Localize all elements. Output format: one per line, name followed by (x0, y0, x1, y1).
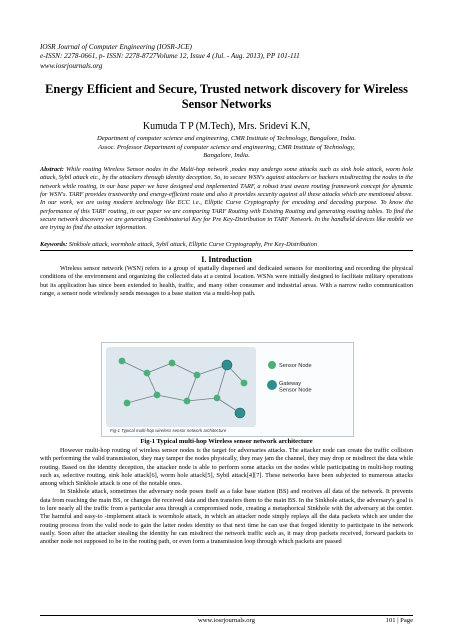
intro-paragraph: Wireless sensor network (WSN) refers to a group of spatially dispersed and dedicated sensors for monitoring and recording the physical conditions of the environment and organizing the collected data at a central location. WSNs were initially designed to facilitate military operations but its application has since been extended to health, traffic, and many other consumer and industrial areas. With a narrow radio communication range, a sensor node wirelessly sends messages to a base station via a multi-hop path. (40, 265, 413, 297)
affiliation-line: Department of computer science and engineering, CMR Institute of Technology, Bangalore, India. (96, 135, 356, 142)
legend-sensor-icon (268, 361, 276, 369)
legend-gateway-icon (267, 380, 277, 390)
abstract-label: Abstract: (40, 166, 64, 173)
paper-title: Energy Efficient and Secure, Trusted network discovery for Wireless Sensor Networks (45, 82, 408, 111)
legend-gateway-line: Sensor Node (279, 387, 312, 394)
keywords (40, 241, 413, 248)
paper-authors: Kumuda T P (M.Tech), Mrs. Sridevi K.N, (142, 121, 311, 132)
abstract-text: While routing Wireless Sensor nodes in the Multi-hop network ,nodes may undergo some attacks such as sink hole attack, worm hole attack, Sybil attack etc., by the attackers through identity deception. So, to secure WSN's against attackers or hackers misdirecting the nodes in the network while routing, in our base paper we have designed and implemented TARF, a robust trust aware routing framework concept for dynamic for WSN's. TARF provides trustworthy and energy-efficient route and also it provides security against all these attacks which are mentioned above. In our work, we are using modern technology like ECC i.e., Elliptic Curve Cryptography for encoding and decoding purpose. To know the performance of this TARF routing, in our paper we are comparing TARF Routing with Existing Routing and generating routing tables. To find the secure network discovery we are generating Combinatorial Key for Pre Key-Distribution in TARF Network. In the handheld devices like mobile we are trying to find the attacker information. (40, 166, 414, 232)
sensor-node-icon (144, 370, 151, 377)
footer-url: www.iosrjournals.org (198, 617, 255, 624)
keywords-text: Sinkhole attack, wormhole attack, Sybil attack, Elliptic Curve Cryptography, Pre Key-Distribution (68, 241, 317, 248)
sensor-node-icon (124, 400, 131, 407)
body-text (40, 447, 413, 547)
journal-site: www.iosrjournals.org (40, 61, 103, 70)
sensor-node-icon (214, 395, 221, 402)
page-footer (40, 615, 413, 625)
affiliation-line: Assoc. Professor Department of computer science and engineering, CMR Institute of Technology, (98, 143, 355, 151)
figure-network-architecture (101, 342, 354, 437)
legend-sensor-label: Sensor Node (279, 363, 312, 369)
gateway-node-icon (222, 360, 232, 370)
affiliation-line: Bangalore, India. (203, 152, 250, 160)
section-divider (40, 250, 413, 251)
diagram-panel (106, 347, 256, 427)
journal-header (40, 43, 300, 71)
sensor-node-icon (241, 380, 248, 387)
legend-gateway-label (279, 381, 312, 394)
sensor-node-icon (184, 398, 191, 405)
sensor-node-icon (119, 358, 126, 365)
sensor-node-icon (169, 360, 176, 367)
body-paragraph: In Sinkhole attack, sometimes the adversary node poses itself as a fake base station (BS) and receives all data of the network. It prevents data from reaching the main BS, or changes the received data and then transfers them to the main BS. In the Sinkhole attack, the adversary's goal is to lure nearly all the traffic from a particular area through a compromised node, creating a metaphorical Sinkhole with the adversary at the center. The harmful and easy-to -implement attack is wormhole attack, in which an attacker node simply replays all the data packets which are under the routing process from the valid node to gain the latter nodes identity so that next time he can use that forged identity to participate in the network easily. Soon after the attacker stealing the identity he can misdirect the network traffic such as, it may drop packets received, forward packets to another node not supposed to be in the routing path, or even form a transmission loop through which packets are passed (40, 488, 413, 546)
affiliations (40, 135, 413, 161)
sensor-node-icon (154, 392, 161, 399)
sensor-node-icon (194, 372, 201, 379)
journal-issn: e-ISSN: 2278-0661, p- ISSN: 2278-8727Volume 12, Issue 4 (Jul. - Aug. 2013), PP 101-111 (40, 52, 300, 61)
figure-caption: Fig-1 Typical multi-hop Wireless sensor network architecture (140, 438, 313, 445)
gateway-node-icon (235, 408, 245, 418)
legend-gateway-line: Gateway (279, 381, 302, 387)
section-heading: I. Introduction (201, 255, 252, 264)
body-paragraph: However multi-hop routing of wireless sensor nodes is the target for adversaries attacks. The attacker node can create the traffic collision with performing the valid transmission, they may tamper the nodes physically, they may jam the channel, they may drop or misdirect the data while routing. Based on the identity deception, the attacker node is able to perform some attacks on the nodes while participating in multi-hop routing such as, selective routing, sink hole attack[6], worm hole attack[5], Sybil attack[4][7]. These networks have been subjected to numerous attacks among which Sinkhole attack is one of the notable ones. (40, 447, 413, 488)
abstract (40, 166, 413, 233)
network-diagram (102, 343, 353, 436)
keywords-label: Keywords: (40, 241, 68, 248)
figure-inner-caption: Fig-1 Typical multi-hop wireless sensor network architecture (110, 428, 227, 433)
journal-name: IOSR Journal of Computer Engineering (IOSR-JCE) (40, 43, 192, 51)
footer-page-number: 101 | Page (385, 617, 413, 624)
